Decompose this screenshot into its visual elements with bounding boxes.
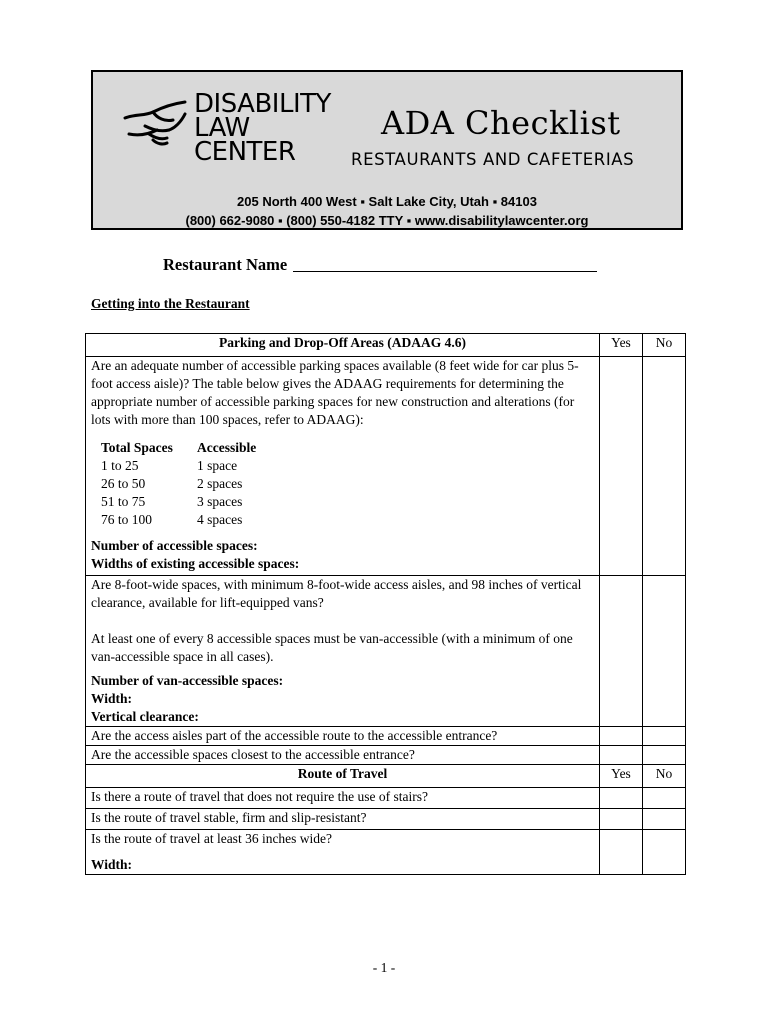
list-item [101, 457, 256, 475]
requirements-total: 51 to 75 [101, 494, 146, 509]
list-item [101, 493, 256, 511]
requirements-total: 26 to 50 [101, 476, 146, 491]
table-row [86, 788, 686, 809]
table-row [86, 809, 686, 830]
checklist-table [85, 333, 686, 875]
no-checkbox-cell[interactable] [643, 727, 686, 746]
question-note: At least one of every 8 accessible spaces must be van-accessible (with a minimum of one van-accessible space in all cases). [91, 631, 573, 664]
no-checkbox-cell[interactable] [643, 357, 686, 576]
document-title: ADA Checklist [381, 104, 621, 142]
yes-checkbox-cell[interactable] [600, 727, 643, 746]
question-text: Is the route of travel at least 36 inches wide? [91, 831, 333, 846]
question-text: Are an adequate number of accessible parking spaces available (8 feet wide for car plus 5-foot access aisle)? The table below gives the ADAAG requirements for determining the appropriate number of accessible parking spaces for new construction and alterations (for lots with more than 100 spaces, refer to ADAAG): [91, 358, 579, 427]
question-text: Are 8-foot-wide spaces, with minimum 8-foot-wide access aisles, and 98 inches of vertical clearance, available for lift-equipped vans? [91, 577, 582, 610]
requirements-total: 1 to 25 [101, 458, 139, 473]
field-label: Width: [91, 691, 133, 706]
section-heading: Getting into the Restaurant [91, 296, 250, 311]
yes-checkbox-cell[interactable] [600, 357, 643, 576]
route-section-title: Route of Travel [86, 765, 600, 788]
requirements-header-total: Total Spaces [101, 440, 173, 455]
page-number: - 1 - [372, 960, 396, 975]
list-item [101, 475, 256, 493]
handshake-icon [123, 100, 189, 148]
field-label: Number of van-accessible spaces: [91, 673, 284, 688]
parking-section-title: Parking and Drop-Off Areas (ADAAG 4.6) [86, 334, 600, 357]
question-cell [86, 830, 600, 875]
table-row [86, 357, 686, 576]
no-checkbox-cell[interactable] [643, 746, 686, 765]
requirements-accessible: 1 space [197, 458, 238, 473]
question-text: Is the route of travel stable, firm and slip-resistant? [86, 809, 600, 830]
parking-requirements-table [101, 439, 256, 529]
yes-checkbox-cell[interactable] [600, 809, 643, 830]
list-item [101, 511, 256, 529]
restaurant-name-label: Restaurant Name [163, 255, 288, 274]
no-checkbox-cell[interactable] [643, 830, 686, 875]
table-row [86, 727, 686, 746]
field-label: Widths of existing accessible spaces: [91, 556, 300, 571]
requirements-total: 76 to 100 [101, 512, 153, 527]
yes-column-header: Yes [600, 334, 643, 357]
yes-checkbox-cell[interactable] [600, 788, 643, 809]
route-header-row [86, 765, 686, 788]
yes-checkbox-cell[interactable] [600, 746, 643, 765]
address-line: 205 North 400 West ▪ Salt Lake City, Utah ▪ 84103 [237, 194, 537, 209]
requirements-accessible: 3 spaces [197, 494, 243, 509]
yes-checkbox-cell[interactable] [600, 576, 643, 727]
no-column-header: No [643, 765, 686, 788]
requirements-accessible: 4 spaces [197, 512, 243, 527]
logo-line-3: CENTER [194, 137, 296, 167]
field-label: Width: [91, 857, 133, 872]
requirements-accessible: 2 spaces [197, 476, 243, 491]
yes-column-header: Yes [600, 765, 643, 788]
logo-line-2: LAW [194, 113, 250, 143]
question-text: Are the access aisles part of the accessible route to the accessible entrance? [86, 727, 600, 746]
table-row [86, 830, 686, 875]
no-checkbox-cell[interactable] [643, 788, 686, 809]
yes-checkbox-cell[interactable] [600, 830, 643, 875]
question-cell [86, 357, 600, 576]
logo-line-1: DISABILITY [194, 89, 331, 119]
no-column-header: No [643, 334, 686, 357]
question-cell [86, 576, 600, 727]
contact-line: (800) 662-9080 ▪ (800) 550-4182 TTY ▪ www.disabilitylawcenter.org [185, 213, 589, 228]
table-row [86, 576, 686, 727]
no-checkbox-cell[interactable] [643, 576, 686, 727]
field-label: Vertical clearance: [91, 709, 199, 724]
document-subtitle: RESTAURANTS AND CAFETERIAS [351, 150, 635, 169]
field-label: Number of accessible spaces: [91, 538, 258, 553]
parking-header-row [86, 334, 686, 357]
organization-logo [194, 89, 331, 167]
table-row [86, 746, 686, 765]
restaurant-name-field [163, 255, 597, 275]
question-text: Are the accessible spaces closest to the accessible entrance? [86, 746, 600, 765]
question-text: Is there a route of travel that does not require the use of stairs? [86, 788, 600, 809]
no-checkbox-cell[interactable] [643, 809, 686, 830]
header-banner [91, 70, 683, 230]
requirements-header-accessible: Accessible [197, 440, 257, 455]
restaurant-name-blank [293, 257, 597, 272]
